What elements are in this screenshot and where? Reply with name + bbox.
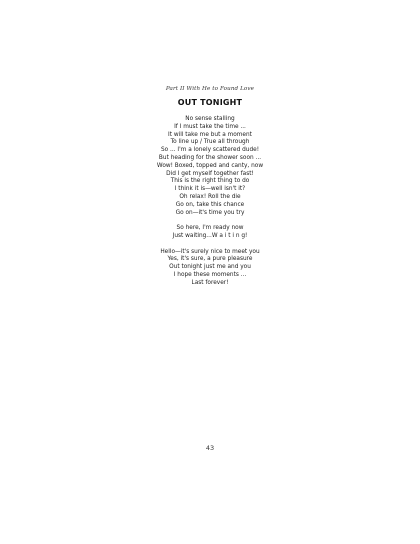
poem-line: Wow! Boxed, topped and canty, now	[156, 162, 264, 169]
stanza-3	[0, 249, 420, 288]
page-number: 43	[205, 444, 215, 452]
poem-line: But heading for the shower soon ...	[158, 154, 262, 161]
poem-line: To line up / True all through	[170, 139, 250, 146]
poem-line: So ... I'm a lonely scattered dude!	[160, 147, 260, 154]
poem-line: This is the right thing to do	[170, 178, 250, 185]
poem-line: Oh relax! Roll the die	[179, 193, 241, 200]
poem-line: Go on—it's time you try	[175, 209, 245, 216]
poem-line: Just waiting...W a i t i n g!	[172, 232, 248, 239]
poem-line: Did I get myself together fast!	[166, 170, 254, 177]
stanza-2	[0, 225, 420, 241]
running-head: Part II With He to Found Love	[165, 86, 255, 92]
poem-line: Out tonight just me and you	[169, 264, 251, 271]
poem-line: Go on, take this chance	[175, 201, 245, 208]
poem-line: I hope these moments ...	[173, 271, 247, 278]
poem-line: So here, I'm ready now	[176, 225, 244, 232]
poem-line: Last forever!	[191, 279, 229, 286]
poem-line: It will take me but a moment	[168, 131, 252, 138]
poem-line: I think it is—well isn't it?	[174, 186, 246, 193]
poem-line: Yes, it's sure, a pure pleasure	[167, 256, 253, 263]
poem-title: OUT TONIGHT	[177, 98, 243, 107]
poem-line: If I must take the time ...	[174, 123, 246, 130]
poem-body	[0, 116, 420, 295]
poem-line: Hello—it's surely nice to meet you	[160, 248, 260, 255]
poem-line: No sense stalling	[185, 116, 235, 122]
stanza-1	[0, 116, 420, 217]
